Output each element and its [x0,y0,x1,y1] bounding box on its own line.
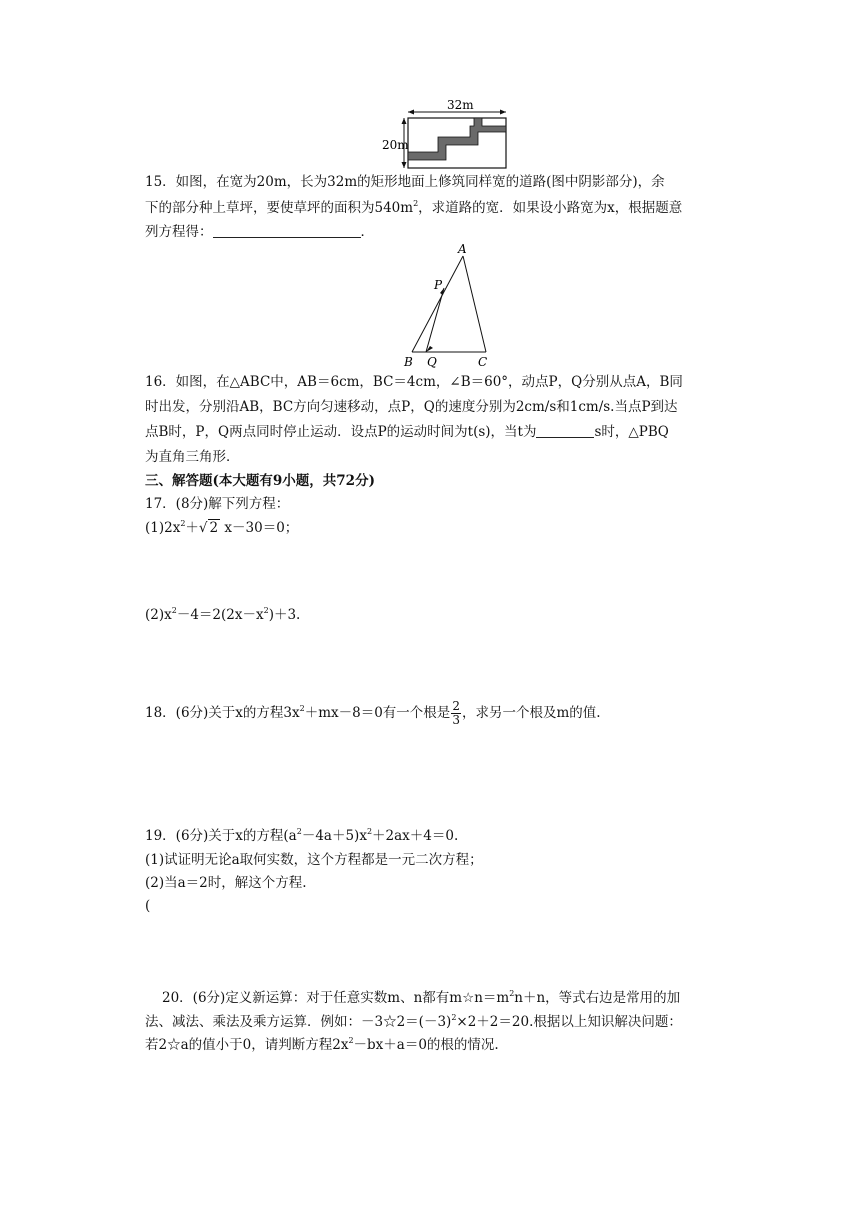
rect-width-label: 32m [447,98,474,112]
q20-line1: 20．(6分)定义新运算：对于任意实数m、n都有$m☆n=m^2n+n$，等式右边是常用的加 [162,989,681,1006]
vertex-b: B [404,355,413,369]
q20-line2: 法、减法、乘法及乘方运算．例如：$-3☆2=(-3)^2\times 2+2=20$.根据以上知识解决问题： [145,1013,682,1030]
vertex-a: A [458,242,467,256]
q19-part1: (1)试证明无论a取何实数，这个方程都是一元二次方程； [145,852,483,868]
q15-answer-blank[interactable] [213,223,361,238]
q17-part1: $(1)2x^2+√$ 2 x－30＝0； [145,519,299,536]
rect-height-label: 20m [382,138,409,152]
road-shaded [408,118,506,160]
q19-head: 19．(6分)关于x的方程$(a^2-4a+5)x^2+2ax+4=0$. [145,827,459,844]
vertex-c: C [478,355,488,369]
q16-line3: 点B时，P，Q两点同时停止运动．设点P的运动时间为t(s)，当t为 s时，△PBQ [145,424,669,440]
rectangle-road-figure [378,98,518,172]
triangle-figure [396,240,506,372]
q15-line3: 列方程得： ． [145,224,374,240]
point-p: P [434,278,443,292]
section-3-heading: 三、解答题(本大题有9小题，共72分) [145,473,375,489]
fraction-two-thirds: $\frac{2}{3}$ [452,699,460,727]
q16-line4: 为直角三角形． [145,449,240,465]
q18-line: 18．(6分)关于x的方程$3x^2+mx-8=0$有一个根是 $\frac{2}{3}$ ，求另一个根及m的值. [145,699,601,727]
q17-head: 17．(8分)解下列方程： [145,496,290,512]
q17-part2: $(2)x^2-4=2(2x-x^2)+3$. [145,606,301,623]
q16-line2: 时出发，分别沿AB，BC方向匀速移动，点P，Q的速度分别为2cm/s和1cm/s.当点P到达 [145,399,678,415]
sqrt-symbol: √ [198,520,208,536]
q16-answer-blank[interactable] [536,423,594,438]
q15-line2: 下的部分种上草坪，要使草坪的面积为$540m^2$，求道路的宽．如果设小路宽为x，根据题意 [145,199,683,216]
q19-paren: ( [145,898,151,914]
q15-line1: 15．如图，在宽为20m，长为32m的矩形地面上修筑同样宽的道路(图中阴影部分)，余 [145,174,665,190]
q20-line3: 若2☆a的值小于0，请判断方程$2x^2-bx+a=0$的根的情况. [145,1036,499,1053]
q16-line1: 16．如图，在△ABC中，AB＝6cm，BC＝4cm，∠B＝60°，动点P，Q分别从点A，B同 [145,374,683,390]
point-q: Q [427,355,437,369]
q19-part2: (2)当a＝2时，解这个方程. [145,875,307,891]
